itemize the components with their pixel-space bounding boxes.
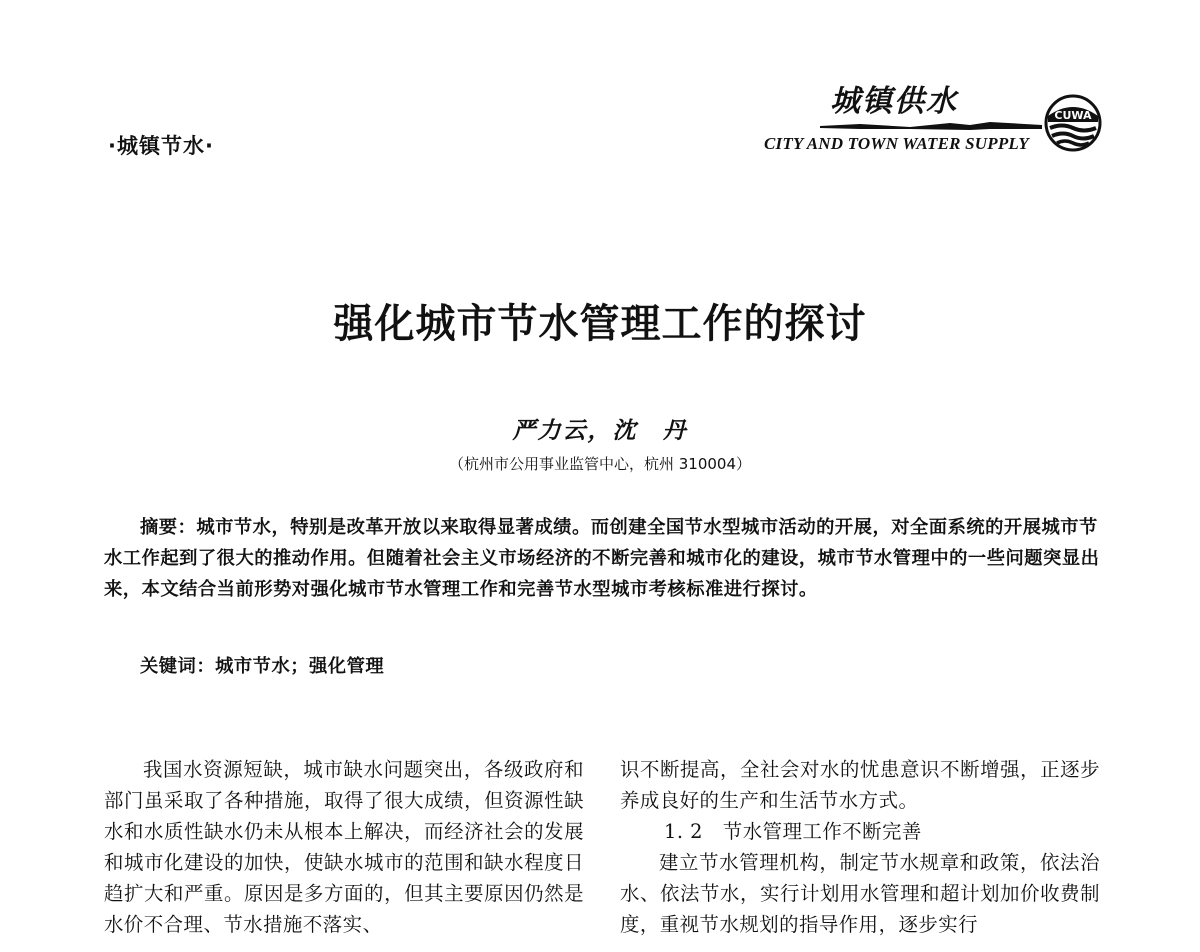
section-subheading: 1. 2 节水管理工作不断完善 (664, 820, 922, 843)
keywords (140, 652, 384, 678)
keywords-text: 城市节水；强化管理 (215, 656, 385, 677)
emblem-text: CUWA (1054, 109, 1092, 122)
journal-name-english: CITY AND TOWN WATER SUPPLY (764, 134, 1029, 153)
journal-name-chinese: 城镇供水 (830, 84, 958, 119)
cuwa-emblem-icon (1044, 94, 1102, 152)
keywords-label: 关键词： (140, 656, 216, 677)
affiliation: （杭州市公用事业监管中心，杭州 310004） (448, 455, 752, 473)
authors: 严力云，沈 丹 (512, 417, 688, 444)
body-paragraph: 建立节水管理机构，制定节水规章和政策，依法治水、依法节水，实行计划用水管理和超计划加价收费制度，重视节水规划的指导作用，逐步实行 (620, 851, 1100, 936)
journal-logo (760, 76, 1100, 162)
journal-logo-stroke (820, 120, 1042, 130)
section-tag: ·城镇节水· (108, 134, 214, 158)
body-column-right (620, 754, 1100, 940)
article-title: 强化城市节水管理工作的探讨 (333, 300, 867, 347)
body-column-left (104, 754, 584, 940)
abstract-text: 城市节水，特别是改革开放以来取得显著成绩。而创建全国节水型城市活动的开展，对全面系统的开展城市节水工作起到了很大的推动作用。但随着社会主义市场经济的不断完善和城市化的建设，城市节水管理中的一些问题突显出来，本文结合当前形势对强化城市节水管理工作和完善节水型城市考核标准进行探讨。 (104, 517, 1100, 600)
body-paragraph: 我国水资源短缺，城市缺水问题突出，各级政府和部门虽采取了各种措施，取得了很大成绩，但资源性缺水和水质性缺水仍未从根本上解决，而经济社会的发展和城市化建设的加快，使缺水城市的范围和缺水程度日趋扩大和严重。原因是多方面的，但其主要原因仍然是水价不合理、节水措施不落实、 (104, 758, 584, 936)
abstract (104, 512, 1104, 605)
abstract-label: 摘要： (140, 517, 197, 538)
body-paragraph: 识不断提高，全社会对水的忧患意识不断增强，正逐步养成良好的生产和生活节水方式。 (620, 758, 1100, 812)
